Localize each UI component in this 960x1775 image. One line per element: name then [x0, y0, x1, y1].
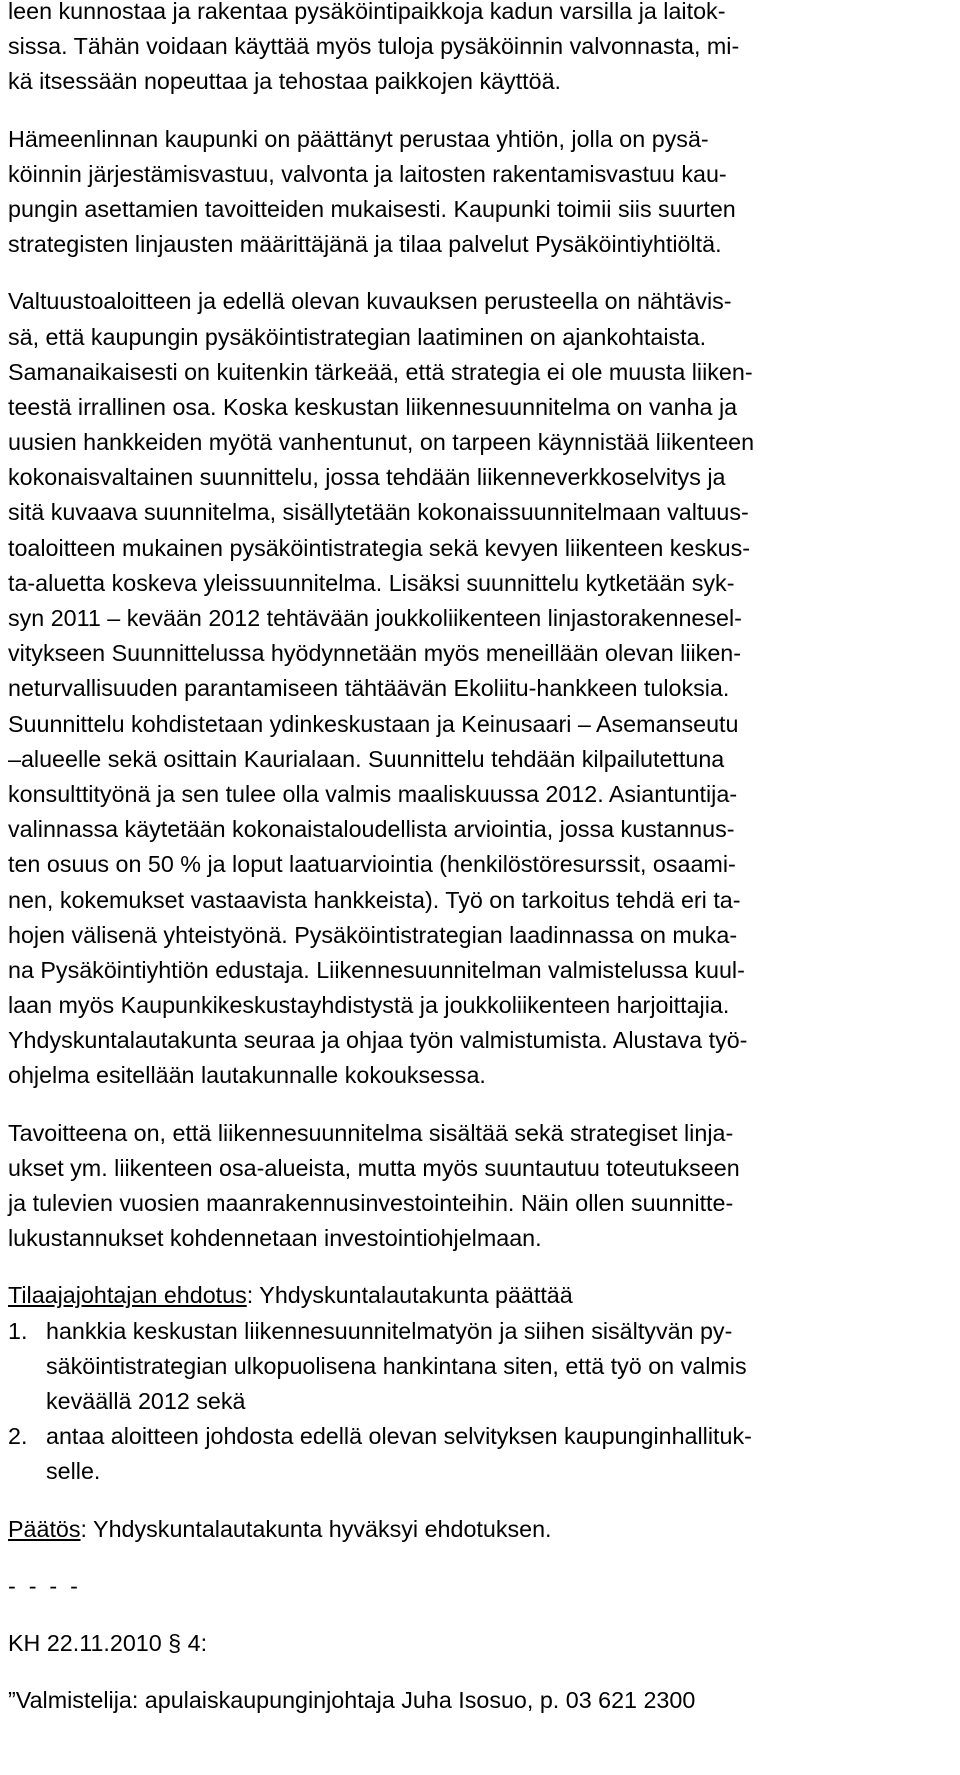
text-line: valinnassa käytetään kokonaistaloudellista arviointia, jossa kustannus- [8, 816, 735, 843]
text-line: toaloitteen mukainen pysäköintistrategia sekä kevyen liikenteen keskus- [8, 534, 751, 561]
text-line: ta-aluetta koskeva yleissuunnitelma. Lisäksi suunnittelu kytketään syk- [8, 569, 735, 596]
paragraph-objective [8, 1116, 938, 1257]
text-line: Yhdyskuntalautakunta seuraa ja ohjaa työn valmistumista. Alustava työ- [8, 1027, 748, 1054]
proposal-heading-line [8, 1278, 938, 1313]
proposal-text: : Yhdyskuntalautakunta päättää [246, 1282, 573, 1309]
text-line: nen, kokemukset vastaavista hankkeista). Työ on tarkoitus tehdä eri ta- [8, 886, 741, 913]
text-line: –alueelle sekä osittain Kaurialaan. Suunnittelu tehdään kilpailutettuna [8, 745, 725, 772]
text-line: säköintistrategian ulkopuolisena hankintana siten, että työ on valmis [46, 1352, 747, 1379]
text-line: syn 2011 – kevään 2012 tehtävään joukkoliikenteen linjastorakennesel- [8, 605, 742, 631]
preparer-line: ”Valmistelija: apulaiskaupunginjohtaja Juha Isosuo, p. 03 621 2300 [8, 1687, 696, 1714]
proposal-item-first-line [8, 1419, 938, 1454]
text-line: Valtuustoaloitteen ja edellä olevan kuvauksen perusteella on nähtävis- [8, 288, 732, 315]
decision-text: : Yhdyskuntalautakunta hyväksyi ehdotuksen. [80, 1515, 552, 1542]
text-line: köinnin järjestämisvastuu, valvonta ja laitosten rakentamisvastuu kau- [8, 160, 727, 187]
text-line: konsulttityönä ja sen tulee olla valmis maaliskuussa 2012. Asiantuntija- [8, 780, 738, 807]
text-line: leen kunnostaa ja rakentaa pysäköintipaikkoja kadun varsilla ja laitok- [8, 0, 726, 24]
meeting-reference: KH 22.11.2010 § 4: [8, 1629, 208, 1656]
text-line: neturvallisuuden parantamiseen tähtäävän Ekoliitu-hankkeen tuloksia. [8, 675, 730, 702]
text-line: ukset ym. liikenteen osa-alueista, mutta myös suuntautuu toteutukseen [8, 1154, 740, 1181]
paragraph-traffic-plan [8, 284, 938, 1093]
text-line: teestä irrallinen osa. Koska keskustan liikennesuunnitelma on vanha ja [8, 393, 738, 420]
proposal-item-first-line [8, 1314, 938, 1349]
text-line: Suunnittelu kohdistetaan ydinkeskustaan ja Keinusaari – Asemanseutu [8, 710, 739, 737]
document-page [8, 0, 938, 1718]
text-line: ja tulevien vuosien maanrakennusinvestointeihin. Näin ollen suunnitte- [8, 1190, 734, 1216]
list-number: 1. [8, 1317, 28, 1344]
text-line: kokonaisvaltainen suunnittelu, jossa tehdään liikenneverkkoselvitys ja [8, 464, 726, 491]
paragraph-parking-maintenance [8, 0, 938, 100]
decision-line [8, 1512, 938, 1547]
text-line: pungin asettamien tavoitteiden mukaisesti. Kaupunki toimii siis suurten [8, 195, 736, 222]
separator-dashes: - - - - [8, 1572, 78, 1599]
text-line: ten osuus on 50 % ja loput laatuarviointia (henkilöstöresurssit, osaami- [8, 851, 736, 878]
text-line: kä itsessään nopeuttaa ja tehostaa paikkojen käyttöä. [8, 68, 562, 95]
text-line: selle. [46, 1458, 101, 1485]
text-line: ohjelma esitellään lautakunnalle kokouksessa. [8, 1062, 486, 1089]
text-line: sitä kuvaava suunnitelma, sisällytetään kokonaissuunnitelmaan valtuus- [8, 499, 749, 526]
text-line: laan myös Kaupunkikeskustayhdistystä ja joukkoliikenteen harjoittajia. [8, 992, 730, 1019]
text-line: keväällä 2012 sekä [46, 1387, 246, 1414]
list-number: 2. [8, 1423, 28, 1450]
text-line: uusien hankkeiden myötä vanhentunut, on tarpeen käynnistää liikenteen [8, 429, 755, 456]
text-line: lukustannukset kohdennetaan investointiohjelmaan. [8, 1225, 542, 1252]
proposal-item [8, 1314, 938, 1420]
text-line: Hämeenlinnan kaupunki on päättänyt perustaa yhtiön, jolla on pysä- [8, 125, 709, 152]
text-line: strategisten linjausten määrittäjänä ja tilaa palvelut Pysäköintiyhtiöltä. [8, 231, 722, 258]
proposal-section [8, 1278, 938, 1489]
text-line: sissa. Tähän voidaan käyttää myös tuloja pysäköinnin valvonnasta, mi- [8, 33, 740, 60]
text-line: vitykseen Suunnittelussa hyödynnetään myös meneillään olevan liiken- [8, 640, 741, 667]
paragraph-parking-company [8, 122, 938, 263]
text-line: Tavoitteena on, että liikennesuunnitelma sisältää sekä strategiset linja- [8, 1119, 734, 1146]
text-line: sä, että kaupungin pysäköintistrategian laatiminen on ajankohtaista. [8, 323, 707, 350]
text-line: na Pysäköintiyhtiön edustaja. Liikennesuunnitelman valmistelussa kuul- [8, 956, 745, 983]
decision-section [8, 1512, 938, 1547]
text-line: hojen välisenä yhteistyönä. Pysäköintistrategian laadinnassa on muka- [8, 921, 738, 948]
proposal-heading: Tilaajajohtajan ehdotus [8, 1282, 247, 1309]
text-line: Samanaikaisesti on kuitenkin tärkeää, että strategia ei ole muusta liiken- [8, 358, 753, 385]
text-line: hankkia keskustan liikennesuunnitelmatyön ja siihen sisältyvän py- [46, 1317, 733, 1344]
proposal-item [8, 1419, 938, 1489]
decision-heading: Päätös [8, 1515, 81, 1542]
text-line: antaa aloitteen johdosta edellä olevan selvityksen kaupunginhallituk- [46, 1423, 752, 1450]
